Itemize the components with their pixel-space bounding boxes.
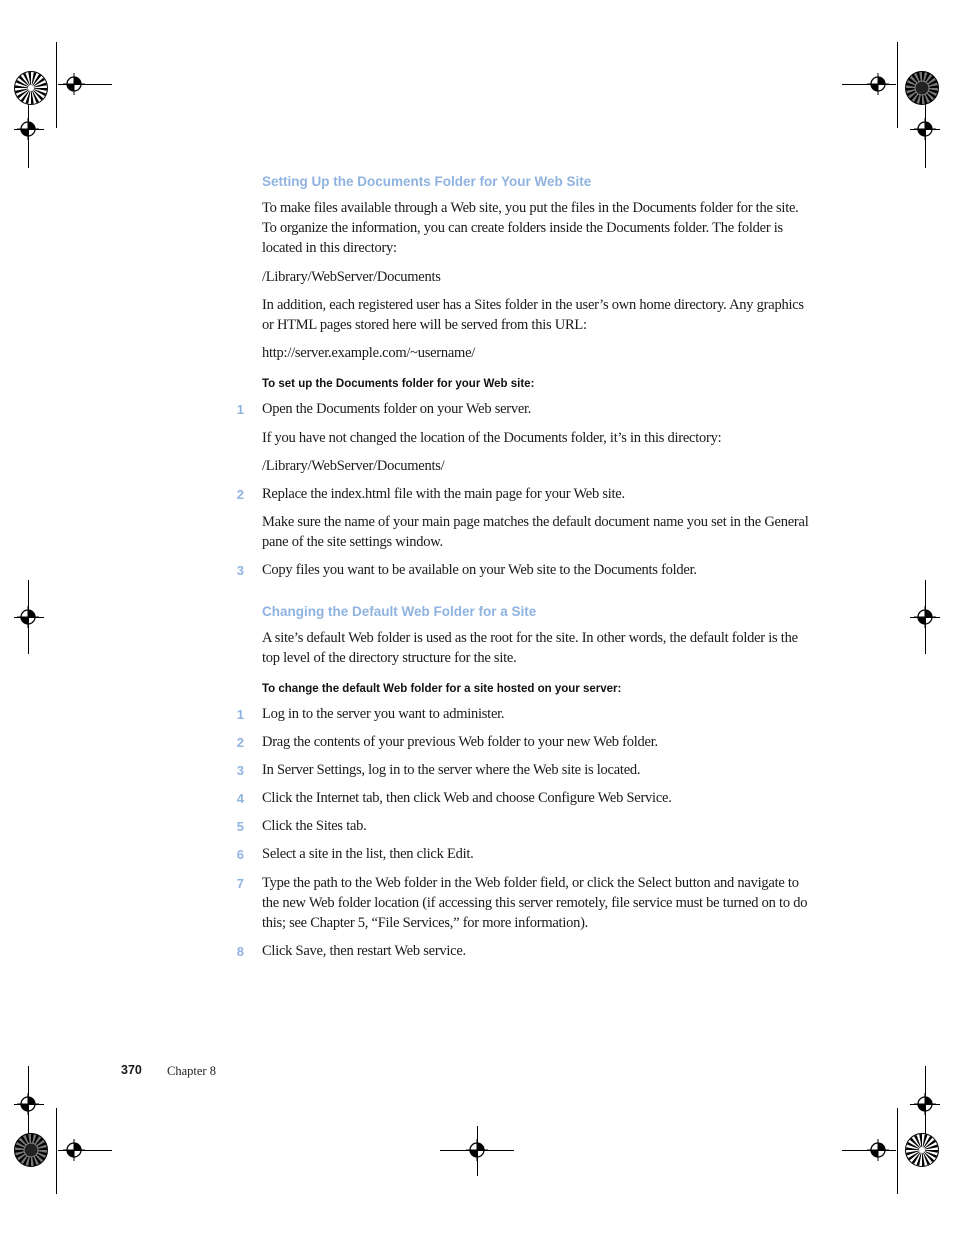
step-text: Open the Documents folder on your Web server. — [262, 401, 532, 417]
step-text: Drag the contents of your previous Web folder to your new Web folder. — [262, 734, 658, 750]
chapter-label: Chapter 8 — [167, 1064, 216, 1078]
step-number: 3 — [236, 763, 244, 778]
step-text: Click Save, then restart Web service. — [262, 943, 466, 959]
directory-path: /Library/WebServer/Documents — [262, 269, 441, 285]
section-heading: Setting Up the Documents Folder for Your Web Site — [262, 174, 592, 189]
step-number: 5 — [236, 819, 244, 834]
step-text: Log in to the server you want to administer. — [262, 706, 505, 722]
step-number: 1 — [236, 402, 244, 417]
step-text: Type the path to the Web folder in the Web folder field, or click the Select button and navigate to the new Web folder location (if accessing this server remotely, file service must be turned on to do this; see Chapter 5, “File Services,” for more information). — [262, 875, 808, 932]
body-paragraph: A site’s default Web folder is used as the root for the site. In other words, the default folder is the top level of the directory structure for the site. — [262, 630, 798, 667]
step-number: 6 — [236, 847, 244, 862]
step-number: 8 — [236, 944, 244, 959]
step-text: Click the Internet tab, then click Web and choose Configure Web Service. — [262, 790, 672, 806]
step-text: Select a site in the list, then click Edit. — [262, 846, 474, 862]
step-number: 1 — [236, 707, 244, 722]
step-text: In Server Settings, log in to the server where the Web site is located. — [262, 762, 641, 778]
section-heading: Changing the Default Web Folder for a Site — [262, 604, 537, 619]
page-number: 370 — [121, 1063, 142, 1077]
step-text: Replace the index.html file with the main page for your Web site. — [262, 486, 625, 502]
step-number: 7 — [236, 876, 244, 891]
task-heading: To change the default Web folder for a site hosted on your server: — [262, 683, 622, 695]
step-number: 2 — [236, 487, 244, 502]
directory-path: /Library/WebServer/Documents/ — [262, 458, 445, 474]
body-paragraph: In addition, each registered user has a Sites folder in the user’s own home directory. Any graphics or HTML pages stored here will be served from this URL: — [262, 297, 804, 334]
body-paragraph: To make files available through a Web site, you put the files in the Documents folder for the site. To organize the information, you can create folders inside the Documents folder. The folder is located in this directory: — [262, 200, 799, 257]
step-number: 3 — [236, 563, 244, 578]
step-number: 4 — [236, 791, 244, 806]
step-number: 2 — [236, 735, 244, 750]
step-note: If you have not changed the location of the Documents folder, it’s in this directory: — [262, 430, 722, 446]
url-text: http://server.example.com/~username/ — [262, 345, 476, 361]
task-heading: To set up the Documents folder for your Web site: — [262, 378, 535, 390]
step-text: Copy files you want to be available on your Web site to the Documents folder. — [262, 562, 697, 578]
step-text: Click the Sites tab. — [262, 818, 367, 834]
step-note: Make sure the name of your main page matches the default document name you set in the General pane of the site settings window. — [262, 514, 809, 551]
